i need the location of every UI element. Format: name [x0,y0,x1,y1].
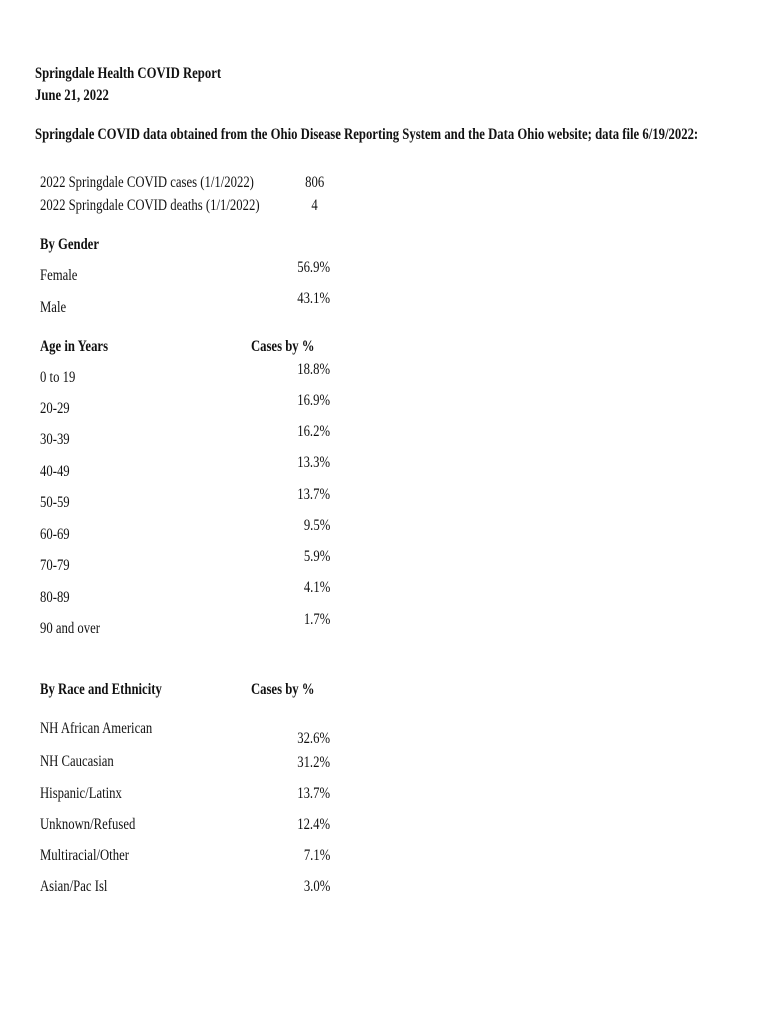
age-value: 16.9% [297,392,330,409]
race-value: 12.4% [297,816,330,833]
age-label: 70-79 [40,557,70,574]
age-value: 13.3% [297,454,330,471]
race-value: 31.2% [297,754,330,771]
gender-heading: By Gender [40,236,99,253]
race-value: 13.7% [297,785,330,802]
race-value: 3.0% [303,878,330,895]
age-label: 30-39 [40,431,70,448]
age-col-header: Cases by % [251,338,315,355]
age-value: 16.2% [297,423,330,440]
race-label: Multiracial/Other [40,847,129,864]
age-value: 9.5% [303,517,330,534]
summary-value-deaths: 4 [311,197,318,214]
report-date: June 21, 2022 [35,87,109,104]
summary-label-deaths: 2022 Springdale COVID deaths (1/1/2022) [40,197,260,214]
age-value: 5.9% [303,548,330,565]
age-label: 0 to 19 [40,369,76,386]
race-label: Asian/Pac Isl [40,878,108,895]
race-label: Unknown/Refused [40,816,136,833]
data-source-note: Springdale COVID data obtained from the Ohio Disease Reporting System and the Data Ohio website; data file 6/19/2022: [35,126,699,143]
race-value: 32.6% [297,730,330,747]
age-label: 60-69 [40,526,70,543]
age-label: 50-59 [40,494,70,511]
age-label: 90 and over [40,620,101,637]
age-value: 4.1% [303,579,330,596]
report-title: Springdale Health COVID Report [35,65,222,82]
race-label: Hispanic/Latinx [40,785,122,802]
age-heading: Age in Years [40,338,109,355]
age-value: 13.7% [297,486,330,503]
age-label: 40-49 [40,463,70,480]
summary-label-cases: 2022 Springdale COVID cases (1/1/2022) [40,174,254,191]
race-col-header: Cases by % [251,681,315,698]
age-label: 80-89 [40,589,70,606]
race-value: 7.1% [303,847,330,864]
race-heading: By Race and Ethnicity [40,681,162,698]
age-value: 18.8% [297,361,330,378]
age-label: 20-29 [40,400,70,417]
race-label: NH Caucasian [40,753,114,770]
gender-value-male: 43.1% [297,290,330,307]
gender-value-female: 56.9% [297,259,330,276]
race-label: NH African American [40,720,153,737]
gender-label-female: Female [40,267,78,284]
age-value: 1.7% [303,611,330,628]
gender-label-male: Male [40,299,67,316]
summary-value-cases: 806 [304,174,324,191]
